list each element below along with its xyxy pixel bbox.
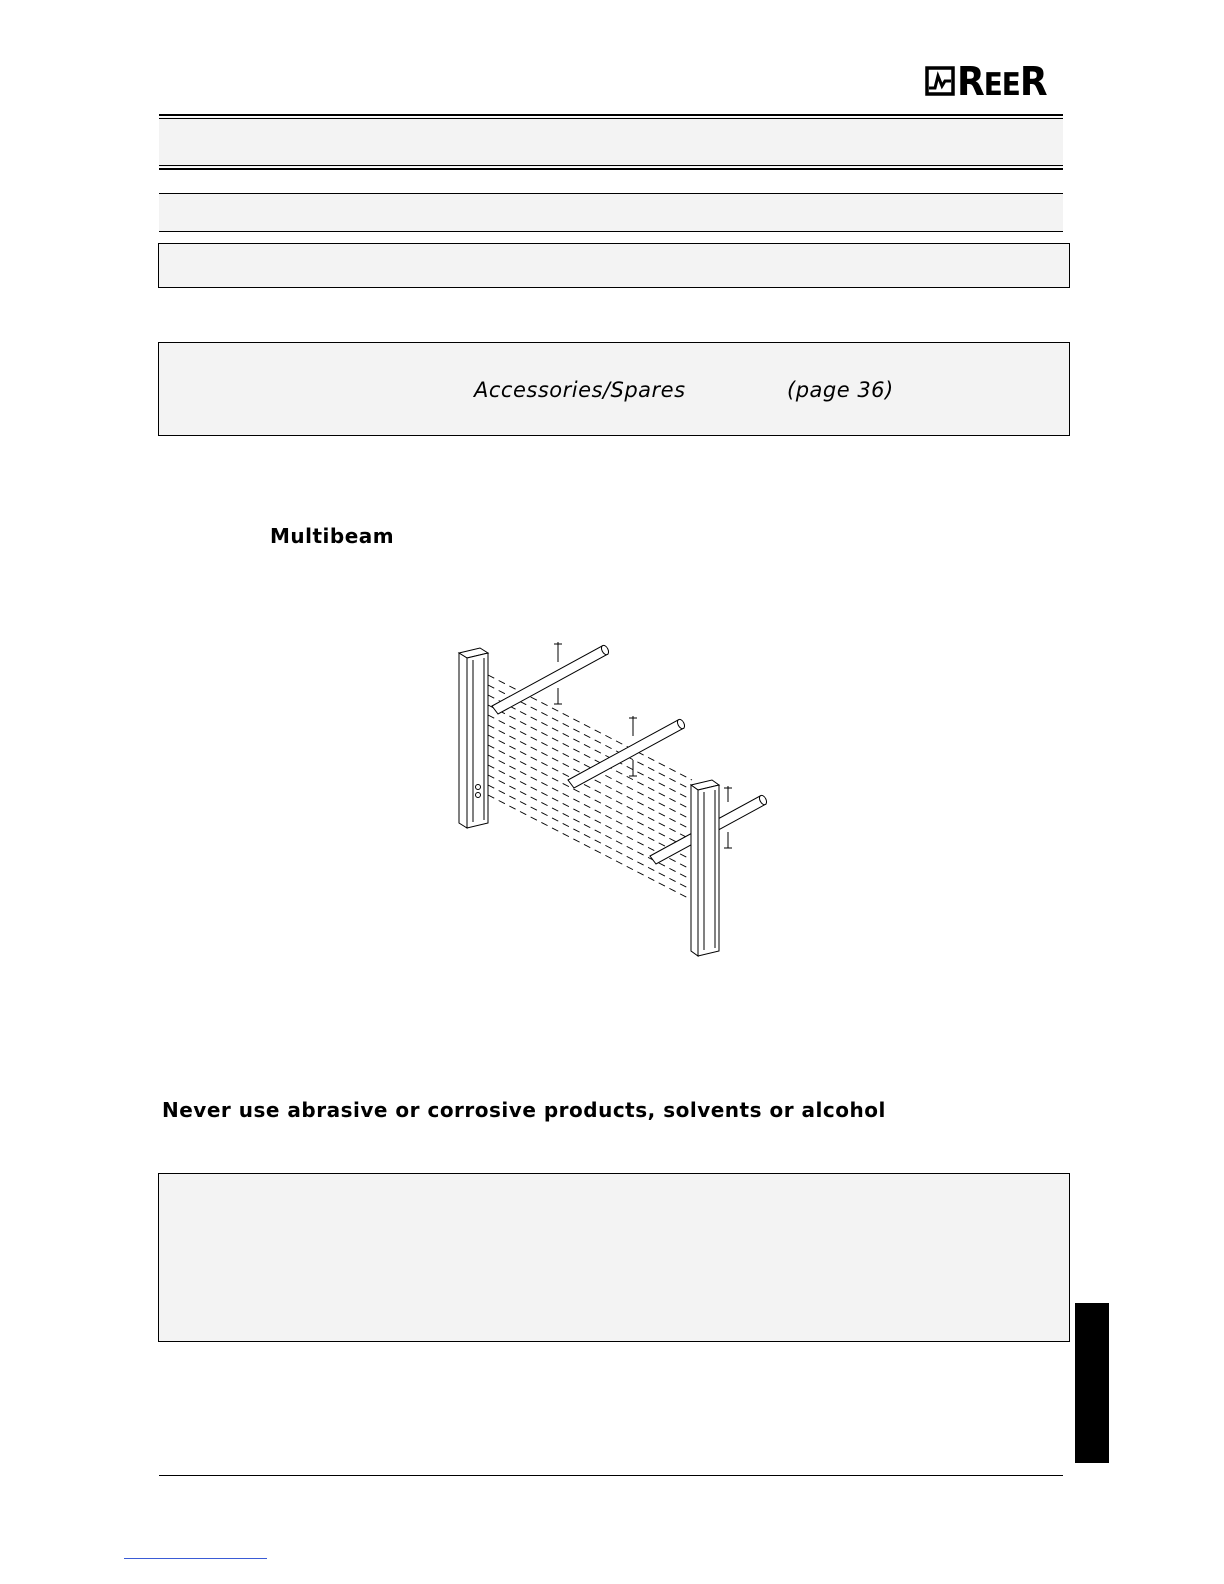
language-tab-marker — [1075, 1303, 1109, 1463]
footnote-link-underline[interactable] — [124, 1558, 267, 1559]
note-box — [158, 1173, 1070, 1342]
logo-letter-r1: R — [957, 59, 984, 105]
logo-letter-r2: R — [1019, 59, 1047, 105]
logo-mark-icon — [925, 66, 955, 96]
header-double-rule-top — [159, 114, 1063, 119]
logo-letters-ee: EE — [983, 67, 1020, 103]
test-rods — [492, 644, 768, 864]
accessories-reference-link[interactable]: Accessories/Spares — [474, 378, 686, 402]
cleaning-warning: Never use abrasive or corrosive products, solvents or alcohol — [162, 1098, 886, 1122]
page-reference[interactable]: (page 36) — [787, 378, 894, 402]
footer-rule — [159, 1475, 1063, 1476]
subheader-band — [159, 193, 1063, 232]
header-double-rule-bottom — [159, 165, 1063, 170]
receiver-column — [691, 780, 719, 956]
logo-wordmark — [957, 60, 1047, 107]
figure-title: Multibeam — [270, 524, 395, 548]
section-box — [158, 243, 1070, 288]
multibeam-illustration — [440, 630, 780, 970]
brand-logo — [925, 59, 1065, 105]
light-beams — [488, 675, 692, 900]
emitter-column — [459, 648, 488, 828]
header-band — [159, 117, 1063, 167]
